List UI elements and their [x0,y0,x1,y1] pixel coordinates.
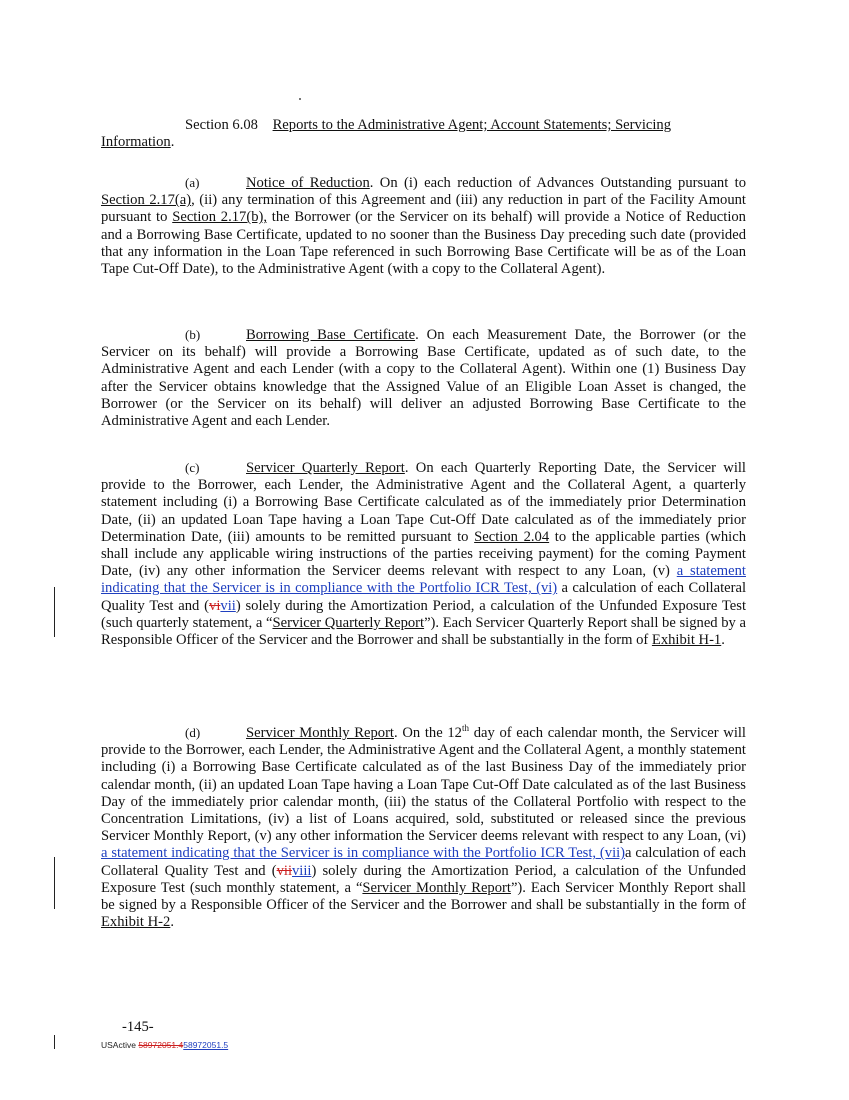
document-id-footer: USActive 58972051.458972051.5 [101,1040,229,1050]
defined-term: Servicer Monthly Report [362,879,511,896]
section-title: Reports to the Administrative Agent; Account Statements; Servicing Information [101,117,671,151]
deleted-doc-id: 58972051.4 [138,1040,184,1050]
paragraph-b-label: (b) [185,327,201,342]
section-ref: Section 2.17(a) [101,192,192,209]
paragraph-d: (d) Servicer Monthly Report. On the 12th day of each calendar month, the Servicer will provide to the Borrower, each Lender, the Administrative Agent and the Collateral Agent, a monthly statement including (i) a Borrowing Base Certificate calculated as of the last Business Day of the immediately prior calendar month, (ii) an updated Loan Tape having a Loan Tape Cut-Off Date calculated as of the last Business Day of the immediately prior calendar month, (iii) the status of the Collateral Portfolio with respect to the Concentration Limitations, (iv) a list of Loans acquired, sold, substituted or released since the previous Servicer Monthly Report, (v) any other information the Servicer deems relevant with respect to any Loan, (vi) a statement indicating that the Servicer is in compliance with the Portfolio ICR Test, (vii)a calculation of each Collateral Quality Test and (viiviii) solely during the Amortization Period, a calculation of the Unfunded Exposure Test (such monthly statement, a “Servicer Monthly Report”). Each Servicer Monthly Report shall be signed by a Responsible Officer of the Servicer and the Borrower and shall be substantially in the form of Exhibit H-2. [101,723,746,931]
paragraph-a-heading: Notice of Reduction [246,175,370,191]
stray-mark [299,98,301,100]
deleted-text: vi [209,597,221,614]
paragraph-a: (a) Notice of Reduction. On (i) each reduction of Advances Outstanding pursuant to Section 2.17(a), (ii) any termination of this Agreement and (iii) any reduction in part of the Facility Amount pursuant to Section 2.17(b), the Borrower (or the Servicer on its behalf) will provide a Notice of Reduction and a Borrowing Base Certificate, updated to no sooner than the Business Day preceding such date (provided that any information in the Loan Tape referenced in such Borrowing Base Certificate will be as of the Loan Tape Cut-Off Date), to the Administrative Agent (with a copy to the Collateral Agent). [101,175,746,278]
defined-term: Servicer Quarterly Report [272,614,425,631]
paragraph-d-heading: Servicer Monthly Report [246,725,394,741]
exhibit-ref: Exhibit H-1 [651,632,722,649]
inserted-text: vii [220,597,236,614]
inserted-text: a statement indicating that the Servicer is in compliance with the Portfolio ICR Test, (vi) [101,563,746,597]
inserted-doc-id: 58972051.5 [183,1040,229,1050]
change-bar [54,1035,55,1049]
paragraph-c: (c) Servicer Quarterly Report. On each Quarterly Reporting Date, the Servicer will provide to the Borrower, each Lender, the Administrative Agent and the Collateral Agent, a quarterly statement including (i) a Borrowing Base Certificate calculated as of the immediately prior Determination Date, (ii) an updated Loan Tape having a Loan Tape Cut-Off Date calculated as of the immediately prior Determination Date, (iii) amounts to be remitted pursuant to Section 2.04 to the applicable parties (which shall include any applicable wiring instructions of the parties receiving payment) for the coming Payment Date, (iv) any other information the Servicer deems relevant with respect to any Loan, (v) a statement indicating that the Servicer is in compliance with the Portfolio ICR Test, (vi) a calculation of each Collateral Quality Test and (vivii) solely during the Amortization Period, a calculation of the Unfunded Exposure Test (such quarterly statement, a “Servicer Quarterly Report”). Each Servicer Quarterly Report shall be signed by a Responsible Officer of the Servicer and the Borrower and shall be substantially in the form of Exhibit H-1. [101,460,746,649]
paragraph-c-label: (c) [185,460,200,475]
paragraph-b: (b) Borrowing Base Certificate. On each Measurement Date, the Borrower (or the Servicer on its behalf) will provide a Borrowing Base Certificate, updated as of such date, to the Administrative Agent and each Lender (with a copy to the Collateral Agent). Within one (1) Business Day after the Servicer obtains knowledge that the Assigned Value of an Eligible Loan Asset is changed, the Borrower (or the Servicer on its behalf) will deliver an adjusted Borrowing Base Certificate to the Administrative Agent and each Lender. [101,327,746,430]
section-heading: Section 6.08 Reports to the Administrative Agent; Account Statements; Servicing Information. [101,117,671,151]
paragraph-b-heading: Borrowing Base Certificate [246,327,416,343]
section-number: Section 6.08 [185,117,258,133]
inserted-text: viii [292,862,312,879]
paragraph-d-label: (d) [185,725,201,740]
exhibit-ref: Exhibit H-2 [101,914,171,931]
change-bar [54,857,55,909]
section-ref: Section 2.17(b), [172,209,267,226]
section-ref: Section 2.04 [474,528,550,545]
deleted-text: vii [276,862,292,879]
change-bar [54,587,55,637]
page-number: -145- [122,1019,154,1035]
paragraph-c-heading: Servicer Quarterly Report [246,460,405,476]
inserted-text: a statement indicating that the Servicer is in compliance with the Portfolio ICR Test, (vii) [101,845,626,862]
paragraph-a-label: (a) [185,175,200,190]
